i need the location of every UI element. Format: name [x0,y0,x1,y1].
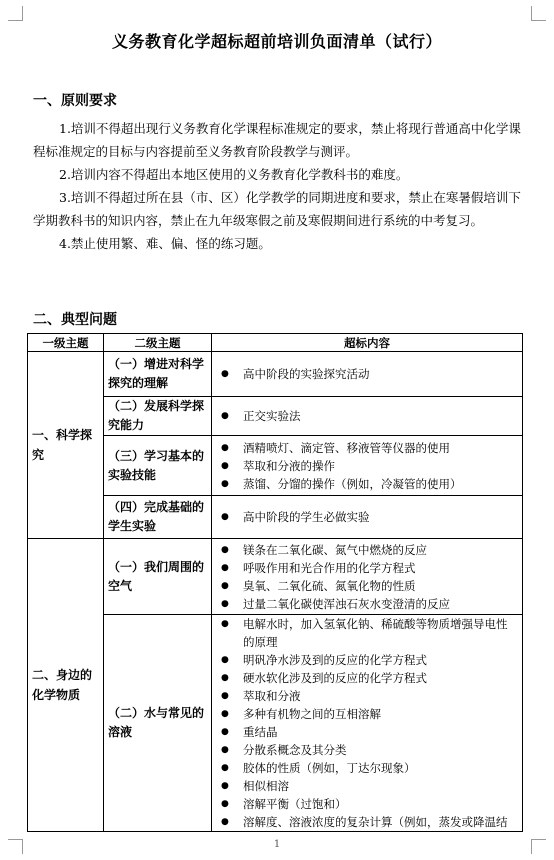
content-cell [212,615,523,832]
header-level1-topic: 一级主题 [28,334,104,352]
list-item: ● 臭氧、二氧化硫、氮氧化物的性质 [216,577,518,595]
section-heading-typical-problems: 二、典型问题 [33,312,117,328]
list-item: ● 硬水软化涉及到的反应的化学方程式 [216,669,518,687]
list-item: ● 高中阶段的学生必做实验 [216,508,518,526]
level1-topic-cell: 一、科学探究 [28,352,104,539]
list-item: ● 萃取和分液 [216,687,518,705]
level2-topic-cell: （一）我们周围的空气 [104,539,212,615]
content-cell [212,436,523,496]
list-item: ● 萃取和分液的操作 [216,457,518,475]
list-item: ● 胶体的性质（例如，丁达尔现象） [216,759,518,777]
level2-topic-cell: （一）增进对科学探究的理解 [104,352,212,397]
level2-topic-cell: （二）水与常见的溶液 [104,615,212,832]
header-beyond-standard-content: 超标内容 [212,334,523,352]
content-cell [212,397,523,436]
list-item: ● 过量二氧化碳使浑浊石灰水变澄清的反应 [216,595,518,613]
list-item: ● 溶解平衡（过饱和） [216,795,518,813]
content-cell [212,539,523,615]
section-heading-principles: 一、原则要求 [33,93,117,109]
header-level2-topic: 二级主题 [104,334,212,352]
principle-paragraph-3: 3.培训不得超过所在县（市、区）化学教学的同期进度和要求，禁止在寒暑假培训下学期教科书的知识内容，禁止在九年级寒假之前及寒假期间进行系统的中考复习。 [33,190,521,228]
level1-topic-cell: 二、身边的化学物质 [28,539,104,832]
list-item: ● 重结晶 [216,723,518,741]
list-item: ● 镁条在二氧化碳、氮气中燃烧的反应 [216,541,518,559]
list-item: ● 电解水时，加入氢氧化钠、稀硫酸等物质增强导电性的原理 [216,615,518,651]
document-title: 义务教育化学超标超前培训负面清单（试行） [111,32,442,51]
level2-topic-cell: （三）学习基本的实验技能 [104,436,212,496]
principle-paragraph-1: 1.培训不得超出现行义务教育化学课程标准规定的要求，禁止将现行普通高中化学课程标准规定的目标与内容提前至义务教育阶段教学与测评。 [33,121,521,159]
list-item: ● 相似相溶 [216,777,518,795]
table-row [28,539,523,615]
crop-mark-top-left [8,6,23,21]
list-item: ● 呼吸作用和光合作用的化学方程式 [216,559,518,577]
level2-topic-cell: （四）完成基础的学生实验 [104,496,212,539]
list-item: ● 蒸馏、分馏的操作（例如，冷凝管的使用） [216,475,518,493]
list-item: ● 分散系概念及其分类 [216,741,518,759]
list-item: ● 酒精喷灯、滴定管、移液管等仪器的使用 [216,439,518,457]
problems-table [27,333,523,832]
level2-topic-cell: （二）发展科学探究能力 [104,397,212,436]
list-item: ● 多种有机物之间的互相溶解 [216,705,518,723]
list-item: ● 正交实验法 [216,407,518,425]
principle-paragraph-2: 2.培训内容不得超出本地区使用的义务教育化学教科书的难度。 [59,167,409,182]
list-item: ● 明矾净水涉及到的反应的化学方程式 [216,651,518,669]
table-row [28,352,523,397]
principles-body [33,117,521,255]
content-cell [212,496,523,539]
content-cell [212,352,523,397]
principle-paragraph-4: 4.禁止使用繁、难、偏、怪的练习题。 [59,236,271,251]
list-item: ● 高中阶段的实验探究活动 [216,365,518,383]
table-header-row [28,334,523,352]
crop-mark-top-right [531,6,546,21]
page-number: 1 [273,839,281,850]
list-item: ● 溶解度、溶液浓度的复杂计算（例如，蒸发或降温结 [216,813,518,831]
